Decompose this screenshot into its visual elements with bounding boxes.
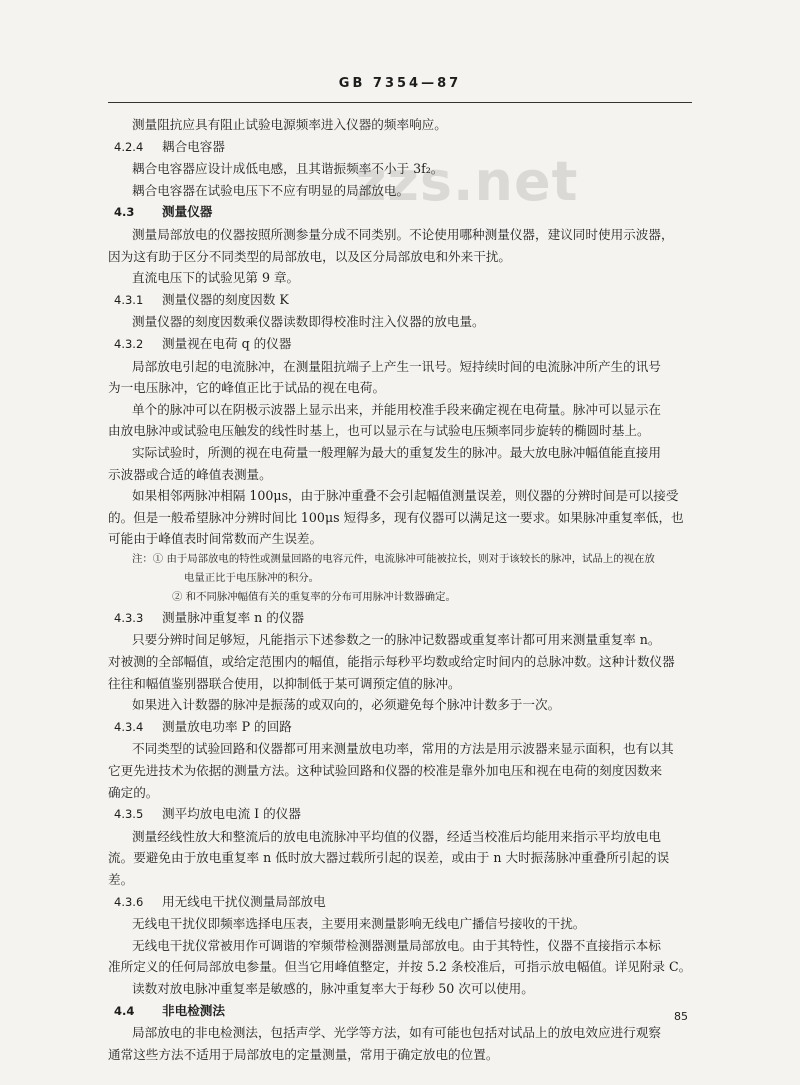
paragraph-line: 直流电压下的试验见第 9 章。: [132, 270, 300, 286]
section-title: 测平均放电电流 I 的仪器: [162, 806, 301, 822]
paragraph-line: 的。但是一般希望脉冲分辨时间比 100μs 短得多，现有仪器可以满足这一要求。如果脉冲重复率低，也: [108, 509, 684, 525]
paragraph-line: 确定的。: [108, 784, 159, 800]
section-title: 测量仪器的刻度因数 K: [162, 291, 289, 307]
section-number: 4.3.6: [114, 894, 144, 909]
paragraph-line: 局部放电引起的电流脉冲，在测量阻抗端子上产生一讯号。短持续时间的电流脉冲所产生的讯号: [132, 358, 661, 374]
paragraph-line: 读数对放电脉冲重复率是敏感的，脉冲重复率大于每秒 50 次可以使用。: [132, 980, 534, 996]
section-heading: [108, 1000, 708, 1023]
section-title: 用无线电干扰仪测量局部放电: [162, 893, 326, 909]
paragraph-line: 对被测的全部幅值，或给定范围内的幅值，能指示每秒平均数或给定时间内的总脉冲数。这种计数仪器: [108, 654, 675, 670]
section-number: 4.3.1: [114, 292, 144, 307]
section-heading: [108, 891, 708, 914]
paragraph-line: 测量仪器的刻度因数乘仪器读数即得校准时注入仪器的放电量。: [132, 314, 485, 330]
section-number: 4.3.2: [114, 336, 144, 351]
paragraph-line: 流。要避免由于放电重复率 n 低时放大器过载所引起的误差，或由于 n 大时振荡脉冲重叠所引起的误: [108, 850, 670, 866]
section-title: 测量放电功率 P 的回路: [162, 718, 292, 734]
paragraph-line: 测量局部放电的仪器按照所测参量分成不同类别。不论使用哪种测量仪器，建议同时使用示波器，: [132, 226, 674, 242]
paragraph-line: 测量经线性放大和整流后的放电电流脉冲平均值的仪器，经适当校准后均能用来指示平均放电电: [132, 828, 661, 844]
paragraph-line: 如果进入计数器的脉冲是振荡的或双向的，必须避免每个脉冲计数多于一次。: [132, 697, 561, 713]
document-body: [108, 114, 708, 1065]
paragraph-line: 通常这些方法不适用于局部放电的定量测量，常用于确定放电的位置。: [108, 1046, 499, 1062]
note-line: 电量正比于电压脉冲的积分。: [184, 571, 320, 584]
paragraph-line: 为一电压脉冲，它的峰值正比于试品的视在电荷。: [108, 380, 386, 396]
section-number: 4.3.5: [114, 807, 144, 822]
paragraph-line: 由放电脉冲或试验电压触发的线性时基上，也可以显示在与试验电压频率同步旋转的椭圆时基上。: [108, 423, 650, 439]
section-title: 测量仪器: [162, 204, 213, 220]
watermark: zzs.net: [355, 150, 579, 213]
paragraph-line: 如果相邻两脉冲相隔 100μs，由于脉冲重叠不会引起幅值测量误差，则仪器的分辨时间是可以接受: [132, 488, 679, 504]
paragraph-line: 单个的脉冲可以在阴极示波器上显示出来，并能用校准手段来确定视在电荷量。脉冲可以显示在: [132, 401, 661, 417]
page-header: GB 7354—87: [338, 76, 462, 91]
paragraph-line: 测量阻抗应具有阻止试验电源频率进入仪器的频率响应。: [132, 117, 447, 132]
header-rule: [108, 102, 692, 103]
paragraph-line: 只要分辨时间足够短，凡能指示下述参数之一的脉冲记数器或重复率计都可用来测量重复率 n。: [132, 632, 661, 648]
paragraph-line: 无线电干扰仪常被用作可调谐的窄频带检测器测量局部放电。由于其特性，仪器不直接指示本标: [132, 937, 661, 953]
section-number: 4.4: [114, 1003, 135, 1018]
note-line: 注：① 由于局部放电的特性或测量回路的电容元件，电流脉冲可能被拉长，则对于该较长的脉冲，试品上的视在放: [132, 552, 655, 565]
paragraph-line: 差。: [108, 872, 134, 887]
section-title: 测量脉冲重复率 n 的仪器: [162, 609, 305, 625]
section-heading: [108, 333, 708, 356]
paragraph-line: 它更先进技术为依据的测量方法。这种试验回路和仪器的校准是靠外加电压和视在电荷的刻度因数来: [108, 763, 663, 779]
paragraph-line: 因为这有助于区分不同类型的局部放电，以及区分局部放电和外来干扰。: [108, 248, 511, 264]
section-heading: [108, 201, 708, 224]
paragraph-line: 耦合电容器应设计成低电感，且其谐振频率不小于 3f₂。: [132, 161, 444, 177]
paragraph-line: 耦合电容器在试验电压下不应有明显的局部放电。: [132, 182, 410, 198]
paragraph-line: 往往和幅值鉴别器联合使用，以抑制低于某可调预定值的脉冲。: [108, 675, 461, 691]
section-heading: [108, 289, 708, 312]
paragraph-line: 准所定义的任何局部放电参量。但当它用峰值整定，并按 5.2 条校准后，可指示放电幅值。详见附录 C。: [108, 959, 692, 975]
paragraph-line: 不同类型的试验回路和仪器都可用来测量放电功率，常用的方法是用示波器来显示面积，也有以其: [132, 741, 674, 757]
section-title: 测量视在电荷 q 的仪器: [162, 335, 292, 351]
section-heading: [108, 136, 708, 159]
section-number: 4.3.4: [114, 719, 144, 734]
paragraph-line: 示波器或合适的峰值表测量。: [108, 466, 272, 482]
section-heading: [108, 607, 708, 630]
paragraph-line: 可能由于峰值表时间常数而产生误差。: [108, 531, 323, 547]
section-number: 4.3: [114, 205, 135, 220]
section-heading: [108, 716, 708, 739]
section-title: 非电检测法: [162, 1002, 225, 1018]
section-title: 耦合电容器: [162, 138, 225, 154]
note-line: ② 和不同脉冲幅值有关的重复率的分布可用脉冲计数器确定。: [172, 590, 456, 603]
paragraph-line: 实际试验时，所测的视在电荷量一般理解为最大的重复发生的脉冲。最大放电脉冲幅值能直接用: [132, 444, 661, 460]
section-number: 4.2.4: [114, 139, 144, 154]
page-number: 85: [674, 1010, 688, 1023]
section-heading: [108, 803, 708, 826]
section-number: 4.3.3: [114, 610, 144, 625]
paragraph-line: 无线电干扰仪即频率选择电压表，主要用来测量影响无线电广播信号接收的干扰。: [132, 916, 586, 932]
paragraph-line: 局部放电的非电检测法，包括声学、光学等方法，如有可能也包括对试品上的放电效应进行观察: [132, 1025, 661, 1041]
